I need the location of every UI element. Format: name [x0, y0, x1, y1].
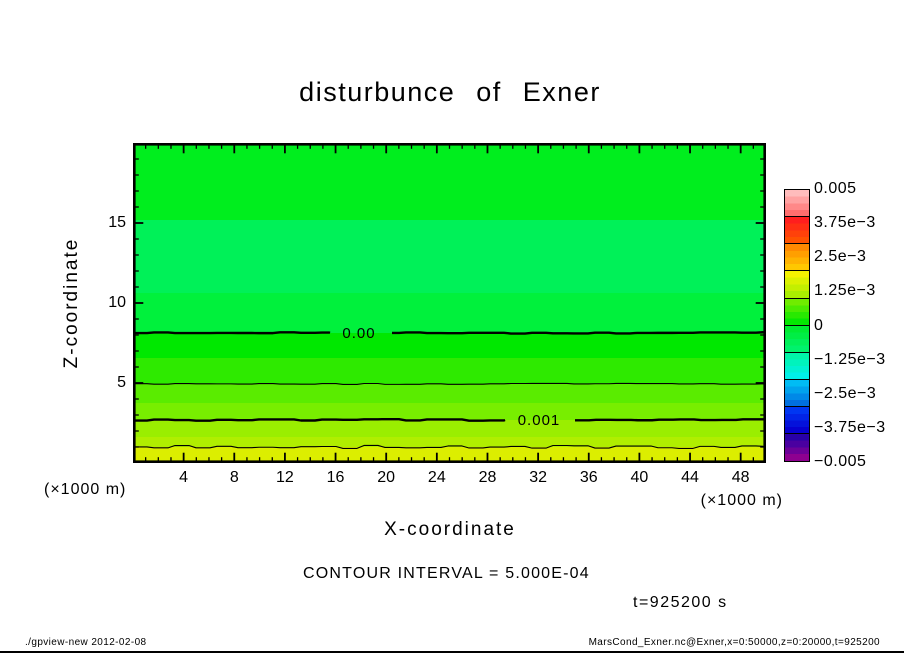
- contour-line: [392, 332, 766, 333]
- y-tick-label: 5: [117, 374, 126, 391]
- contour-line: [133, 332, 330, 333]
- colorbar-box: [784, 216, 810, 245]
- colorbar-box: [784, 243, 810, 272]
- x-tick-label: 4: [179, 469, 189, 486]
- x-tick-label: 24: [427, 469, 446, 486]
- colorbar-box: [784, 352, 810, 381]
- contour-interval-text: CONTOUR INTERVAL = 5.000E-04: [303, 565, 590, 582]
- colorbar-box: [784, 270, 810, 299]
- x-tick-label: 16: [326, 469, 345, 486]
- colorbar: [784, 189, 810, 462]
- contour-line: [133, 445, 766, 448]
- colorbar-box: [784, 189, 810, 218]
- plot-frame-svg: [133, 143, 766, 463]
- colorbar-box: [784, 406, 810, 435]
- x-tick-label: 32: [529, 469, 547, 486]
- contour-line: [575, 419, 766, 420]
- colorbar-box: [784, 379, 810, 408]
- y-tick-label: 15: [108, 214, 126, 231]
- plot-area: [133, 143, 766, 463]
- colorbar-tick-label: 1.25e−3: [814, 282, 876, 300]
- y-axis-title: Z-coordinate: [61, 237, 82, 369]
- x-tick-label: 8: [229, 469, 239, 486]
- x-tick-label: 20: [377, 469, 396, 486]
- colorbar-box: [784, 325, 810, 354]
- x-tick-label: 36: [579, 469, 598, 486]
- colorbar-tick-label: 0: [814, 316, 824, 334]
- x-tick-label: 28: [478, 469, 497, 486]
- x-axis-title: X-coordinate: [384, 519, 516, 540]
- contour-label: 0.001: [517, 412, 561, 430]
- plot-title: disturbunce of Exner: [299, 77, 601, 107]
- colorbar-tick-label: 2.5e−3: [814, 248, 867, 266]
- footer-source: MarsCond_Exner.nc@Exner,x=0:50000,z=0:20000,t=925200: [588, 637, 880, 648]
- plot-border: [134, 144, 764, 461]
- time-stamp: t=925200 s: [633, 594, 728, 611]
- y-axis-unit-label: (×1000 m): [44, 481, 127, 498]
- x-axis-tick-labels: [133, 469, 766, 489]
- x-tick-label: 48: [731, 469, 750, 486]
- contour-line: [133, 419, 505, 421]
- contour-line: [133, 383, 766, 384]
- y-tick-label: 10: [108, 294, 126, 311]
- colorbar-tick-label: −2.5e−3: [814, 384, 877, 402]
- x-tick-label: 44: [681, 469, 699, 486]
- colorbar-labels: [814, 180, 904, 470]
- footer-command: ./gpview-new 2012-02-08: [25, 637, 147, 648]
- x-tick-label: 12: [276, 469, 294, 486]
- colorbar-box: [784, 433, 810, 462]
- colorbar-tick-label: 3.75e−3: [814, 214, 876, 232]
- colorbar-box: [784, 298, 810, 327]
- x-axis-unit-label: (×1000 m): [700, 492, 783, 509]
- colorbar-tick-label: −3.75e−3: [814, 418, 886, 436]
- bottom-border-line: [0, 651, 904, 653]
- colorbar-tick-label: 0.005: [814, 180, 857, 197]
- colorbar-tick-label: −1.25e−3: [814, 350, 886, 368]
- colorbar-tick-label: −0.005: [814, 453, 867, 470]
- x-tick-label: 40: [630, 469, 649, 486]
- contour-label: 0.00: [342, 325, 376, 343]
